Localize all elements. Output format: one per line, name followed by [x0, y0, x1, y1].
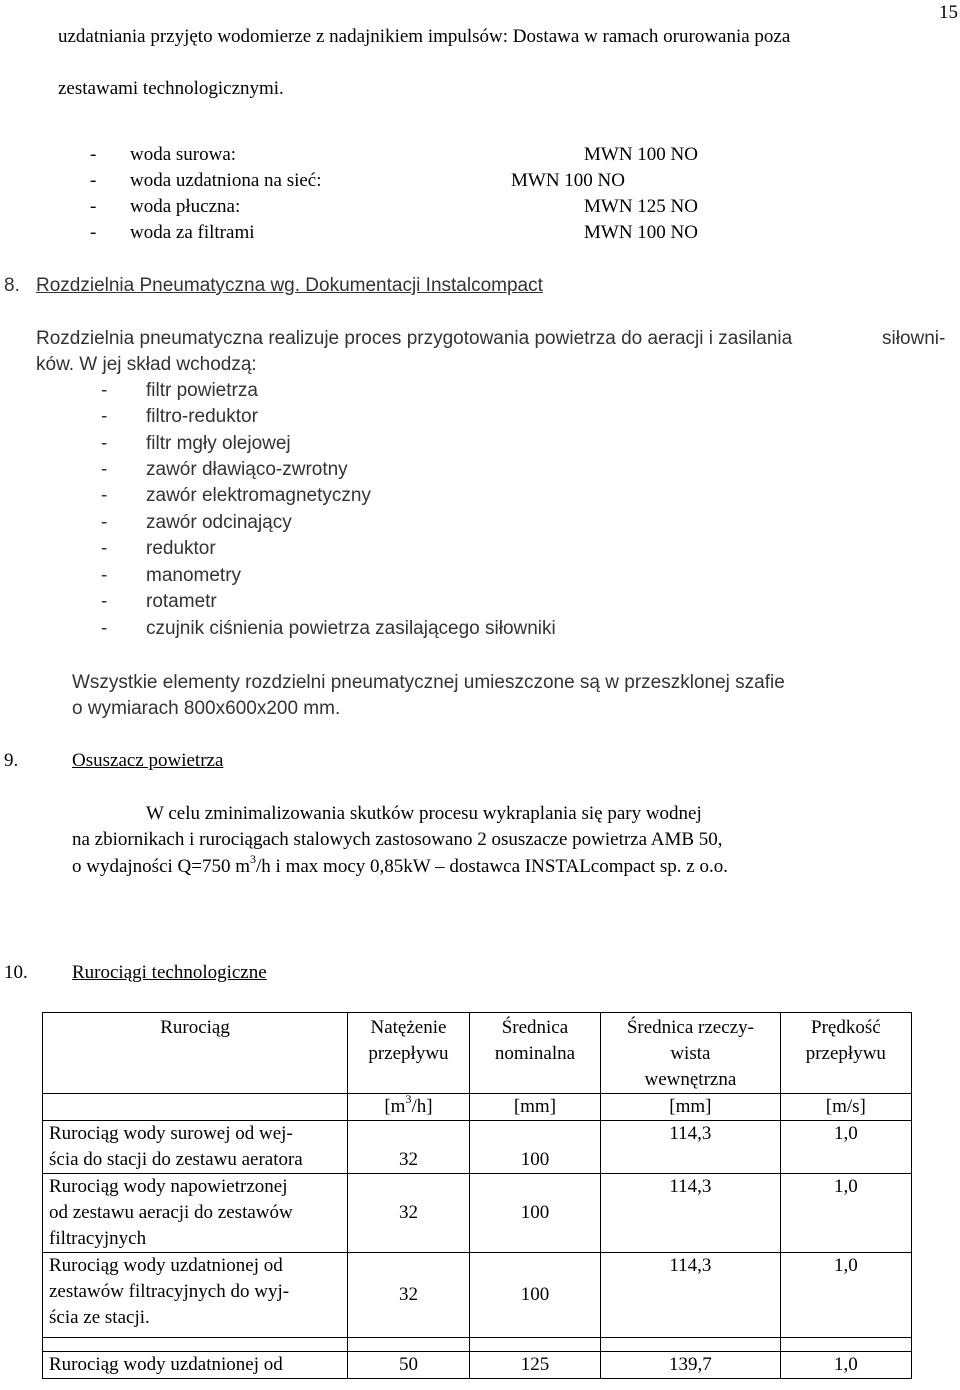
list-item: czujnik ciśnienia powietrza zasilającego siłowniki [146, 618, 556, 639]
meter-label: woda uzdatniona na sieć: [130, 170, 322, 191]
list-dash: - [101, 459, 108, 480]
header-vel-line-2: przepływu [805, 1043, 886, 1064]
cell-flow: 32 [348, 1253, 470, 1338]
meter-label: woda za filtrami [130, 222, 255, 243]
table-row [43, 1253, 912, 1338]
header-nominal-diameter [469, 1013, 600, 1094]
unit-dn: [mm] [469, 1094, 600, 1121]
cell-dn: 100 [469, 1121, 600, 1174]
table-header-row [43, 1013, 912, 1094]
pipe-name-line: od zestawu aeracji do zestawów [49, 1202, 293, 1223]
spacer-cell [469, 1338, 600, 1352]
list-dash: - [101, 380, 108, 401]
header-internal-diameter [601, 1013, 781, 1094]
unit-vel: [m/s] [780, 1094, 911, 1121]
pipe-name-line: Rurociąg wody surowej od wej- [49, 1123, 293, 1144]
cell-vel: 1,0 [780, 1121, 911, 1174]
list-dash: - [101, 433, 108, 454]
section-9-line-2: na zbiornikach i rurociągach stalowych zastosowano 2 osuszacze powietrza AMB 50, [72, 829, 723, 850]
cell-flow: 32 [348, 1174, 470, 1253]
list-dash: - [101, 618, 108, 639]
list-dash: - [90, 144, 97, 165]
meter-value: MWN 125 NO [584, 196, 698, 217]
intro-line-1: uzdatniania przyjęto wodomierze z nadajnikiem impulsów: Dostawa w ramach orurowania poza [58, 26, 791, 47]
pipe-name-line: Rurociąg wody uzdatnionej od [49, 1255, 283, 1276]
list-item: zawór dławiąco-zwrotny [146, 459, 348, 480]
section-8-number: 8. [4, 275, 20, 296]
section-8-paragraph-line-1-end: siłowni- [882, 328, 946, 349]
table-row [43, 1174, 912, 1253]
section-8-paragraph-line-2: ków. W jej skład wchodzą: [36, 354, 257, 375]
list-dash: - [101, 591, 108, 612]
header-dn-line-1: Średnica [501, 1017, 569, 1038]
cell-pipe-name [43, 1352, 348, 1379]
spacer-cell [43, 1338, 348, 1352]
header-flow-line-2: przepływu [368, 1043, 449, 1064]
cell-int: 114,3 [601, 1121, 781, 1174]
list-dash: - [101, 512, 108, 533]
header-pipe-label: Rurociąg [160, 1017, 230, 1038]
cell-pipe-name [43, 1253, 348, 1338]
meter-label: woda płuczna: [130, 196, 241, 217]
section-8-paragraph-line-1: Rozdzielnia pneumatyczna realizuje proces przygotowania powietrza do aeracji i zasilania [36, 328, 793, 349]
pipe-name-line: ścia ze stacji. [49, 1307, 150, 1328]
list-item: zawór odcinający [146, 512, 292, 533]
unit-flow-b: /h] [411, 1096, 433, 1117]
cell-dn: 125 [469, 1352, 600, 1379]
unit-flow [348, 1091, 470, 1121]
table-row [43, 1121, 912, 1174]
unit-pipe [43, 1094, 348, 1121]
pipes-table [42, 1012, 912, 1379]
section-9-line-3-b: /h i max mocy 0,85kW – dostawca INSTALcompact sp. z o.o. [256, 856, 728, 877]
list-item: filtr powietrza [146, 380, 258, 401]
cell-pipe-name [43, 1121, 348, 1174]
header-pipe [43, 1013, 348, 1094]
table-row [43, 1352, 912, 1379]
list-dash: - [101, 406, 108, 427]
pipe-name-line: Rurociąg wody napowietrzonej [49, 1176, 288, 1197]
intro-line-2: zestawami technologicznymi. [58, 78, 284, 99]
list-dash: - [101, 565, 108, 586]
section-10-number: 10. [4, 962, 28, 983]
cell-int: 114,3 [601, 1253, 781, 1338]
section-8-heading: Rozdzielnia Pneumatyczna wg. Dokumentacji Instalcompact [36, 275, 543, 296]
pipe-name-line: filtracyjnych [49, 1228, 147, 1249]
list-item: manometry [146, 565, 242, 586]
pipe-name-line: ścia do stacji do zestawu aeratora [49, 1149, 303, 1170]
list-item: filtr mgły olejowej [146, 433, 291, 454]
section-8-closing-line-1: Wszystkie elementy rozdzielni pneumatycznej umieszczone są w przeszklonej szafie [72, 672, 785, 693]
header-flow-line-1: Natężenie [370, 1017, 447, 1038]
list-dash: - [101, 538, 108, 559]
list-item: rotametr [146, 591, 217, 612]
section-10-heading: Rurociągi technologiczne [72, 962, 267, 983]
cell-flow: 50 [348, 1352, 470, 1379]
cell-vel: 1,0 [780, 1174, 911, 1253]
cell-int: 139,7 [601, 1352, 781, 1379]
list-dash: - [101, 485, 108, 506]
header-dn-line-2: nominalna [494, 1043, 576, 1064]
header-int-line-1: Średnica rzeczy- [626, 1017, 754, 1038]
header-flow [348, 1013, 470, 1094]
page-number: 15 [939, 2, 958, 23]
unit-flow-a: [m [384, 1096, 406, 1117]
cell-int: 114,3 [601, 1174, 781, 1253]
cell-dn: 100 [469, 1253, 600, 1338]
section-8-closing-line-2: o wymiarach 800x600x200 mm. [72, 698, 341, 719]
section-9-line-3 [72, 851, 728, 878]
cell-dn: 100 [469, 1174, 600, 1253]
table-units-row [43, 1094, 912, 1121]
pipe-name-line: zestawów filtracyjnych do wyj- [49, 1281, 290, 1302]
section-9-heading: Osuszacz powietrza [72, 750, 224, 771]
cell-flow: 32 [348, 1121, 470, 1174]
spacer-cell [348, 1338, 470, 1352]
meter-label: woda surowa: [130, 144, 237, 165]
meter-value: MWN 100 NO [511, 170, 625, 191]
superscript-3: 3 [250, 851, 257, 866]
meter-value: MWN 100 NO [584, 222, 698, 243]
spacer-cell [601, 1338, 781, 1352]
section-9-line-3-a: o wydajności Q=750 m [72, 856, 251, 877]
list-dash: - [90, 170, 97, 191]
header-int-line-3: wewnętrzna [644, 1069, 737, 1090]
header-int-line-2: wista [670, 1043, 711, 1064]
spacer-cell [780, 1338, 911, 1352]
list-dash: - [90, 196, 97, 217]
pipe-name-line: Rurociąg wody uzdatnionej od [49, 1354, 283, 1375]
section-9-number: 9. [4, 750, 19, 771]
header-velocity [780, 1013, 911, 1094]
list-item: reduktor [146, 538, 216, 559]
table-spacer-row [43, 1338, 912, 1352]
header-vel-line-1: Prędkość [811, 1017, 881, 1038]
unit-int: [mm] [601, 1094, 781, 1121]
superscript-3: 3 [405, 1091, 412, 1106]
cell-vel: 1,0 [780, 1253, 911, 1338]
meter-value: MWN 100 NO [584, 144, 698, 165]
list-item: zawór elektromagnetyczny [146, 485, 371, 506]
list-item: filtro-reduktor [146, 406, 258, 427]
list-dash: - [90, 222, 97, 243]
section-9-line-1: W celu zminimalizowania skutków procesu wykraplania się pary wodnej [146, 803, 702, 824]
cell-vel: 1,0 [780, 1352, 911, 1379]
cell-pipe-name [43, 1174, 348, 1253]
